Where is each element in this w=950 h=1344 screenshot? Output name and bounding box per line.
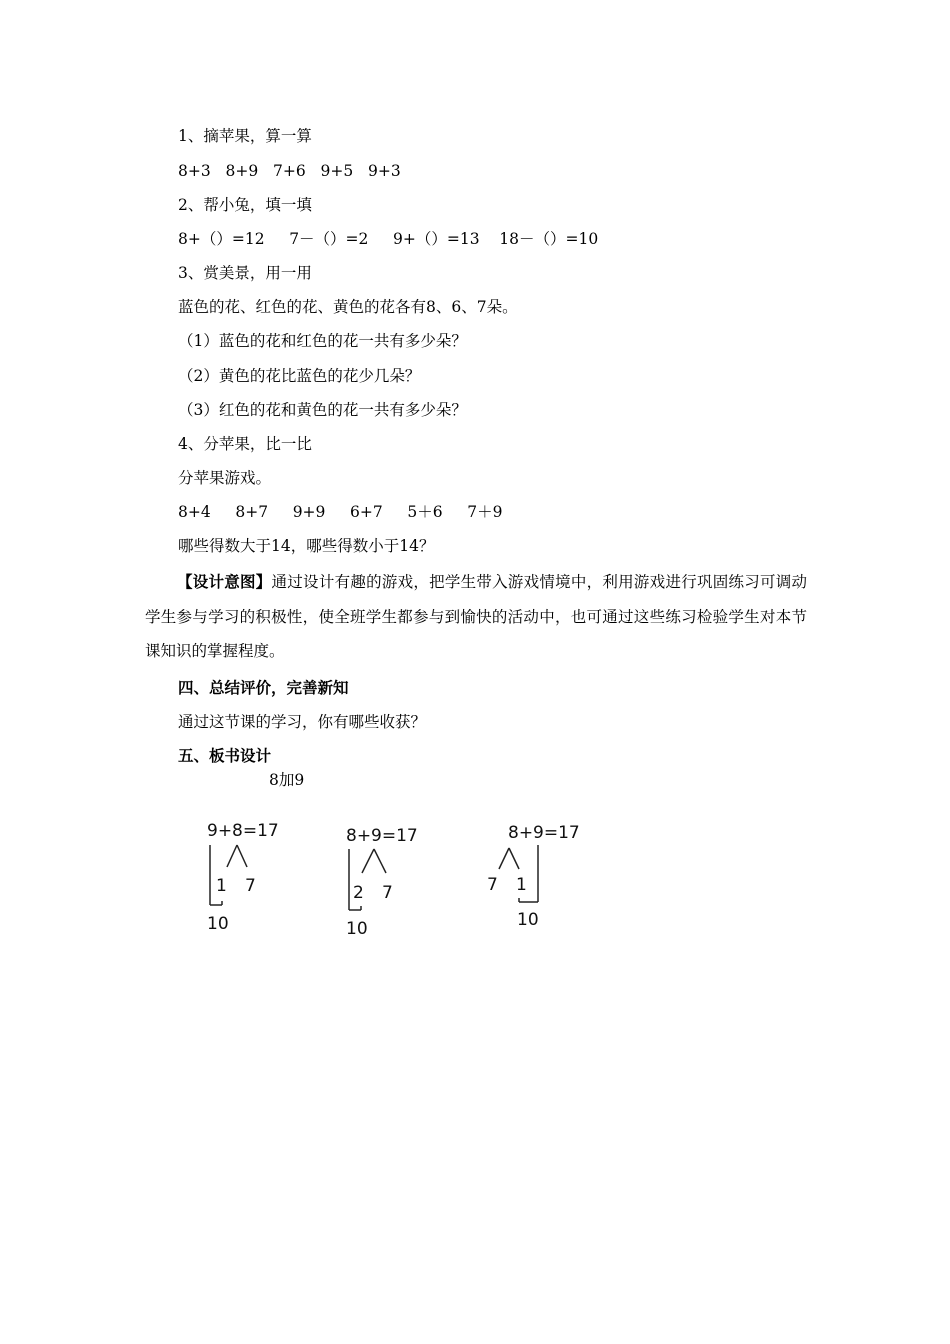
board-2-sum: 10: [346, 919, 368, 939]
exercise-1-expressions: 8+3 8+9 7+6 9+5 9+3: [178, 162, 401, 180]
board-3-equation: 8+9=17: [508, 823, 580, 843]
exercise-3-question-2: （2）黄色的花比蓝色的花少几朵？: [178, 367, 421, 385]
design-intent-label: 【设计意图】: [177, 572, 272, 591]
design-intent-paragraph: [145, 565, 807, 669]
exercise-3-question-3: （3）红色的花和黄色的花一共有多少朵？: [178, 401, 467, 419]
board-title: 8加9: [269, 771, 305, 789]
exercise-4-heading: 4、分苹果，比一比: [178, 435, 312, 453]
board-2-equation: 8+9=17: [346, 826, 418, 846]
board-1-right-part: 7: [245, 876, 256, 896]
section-5-heading: 五、板书设计: [178, 746, 272, 765]
exercise-1-heading: 1、摘苹果，算一算: [178, 127, 312, 145]
board-2-left-part: 2: [353, 883, 364, 903]
section-4-text: 通过这节课的学习，你有哪些收获？: [178, 713, 427, 731]
exercise-2-heading: 2、帮小兔，填一填: [178, 196, 312, 214]
exercise-2-blanks: 8+（）=12 7－（）=2 9+（）=13 18－（）=10: [178, 230, 599, 248]
board-1-sum: 10: [207, 914, 229, 934]
exercise-4-expressions: 8+4 8+7 9+9 6+7 5＋6 7＋9: [178, 503, 503, 521]
design-intent-text: 通过设计有趣的游戏，把学生带入游戏情境中，利用游戏进行巩固练习可调动学生参与学习的积极性，使全班学生都参与到愉快的活动中，也可通过这些练习检验学生对本节课知识的掌握程度。: [145, 573, 807, 660]
board-3-right-part: 1: [516, 875, 527, 895]
board-2-right-part: 7: [382, 883, 393, 903]
exercise-4-game: 分苹果游戏。: [178, 469, 272, 487]
board-1-equation: 9+8=17: [207, 821, 279, 841]
section-4-heading: 四、总结评价，完善新知: [178, 678, 349, 697]
exercise-3-heading: 3、赏美景，用一用: [178, 264, 312, 282]
board-3-left-part: 7: [487, 875, 498, 895]
board-3-sum: 10: [517, 910, 539, 930]
exercise-3-statement: 蓝色的花、红色的花、黄色的花各有8、6、7朵。: [178, 298, 518, 316]
exercise-4-question: 哪些得数大于14，哪些得数小于14？: [178, 537, 435, 555]
board-1-left-part: 1: [216, 876, 227, 896]
exercise-3-question-1: （1）蓝色的花和红色的花一共有多少朵？: [178, 332, 467, 350]
